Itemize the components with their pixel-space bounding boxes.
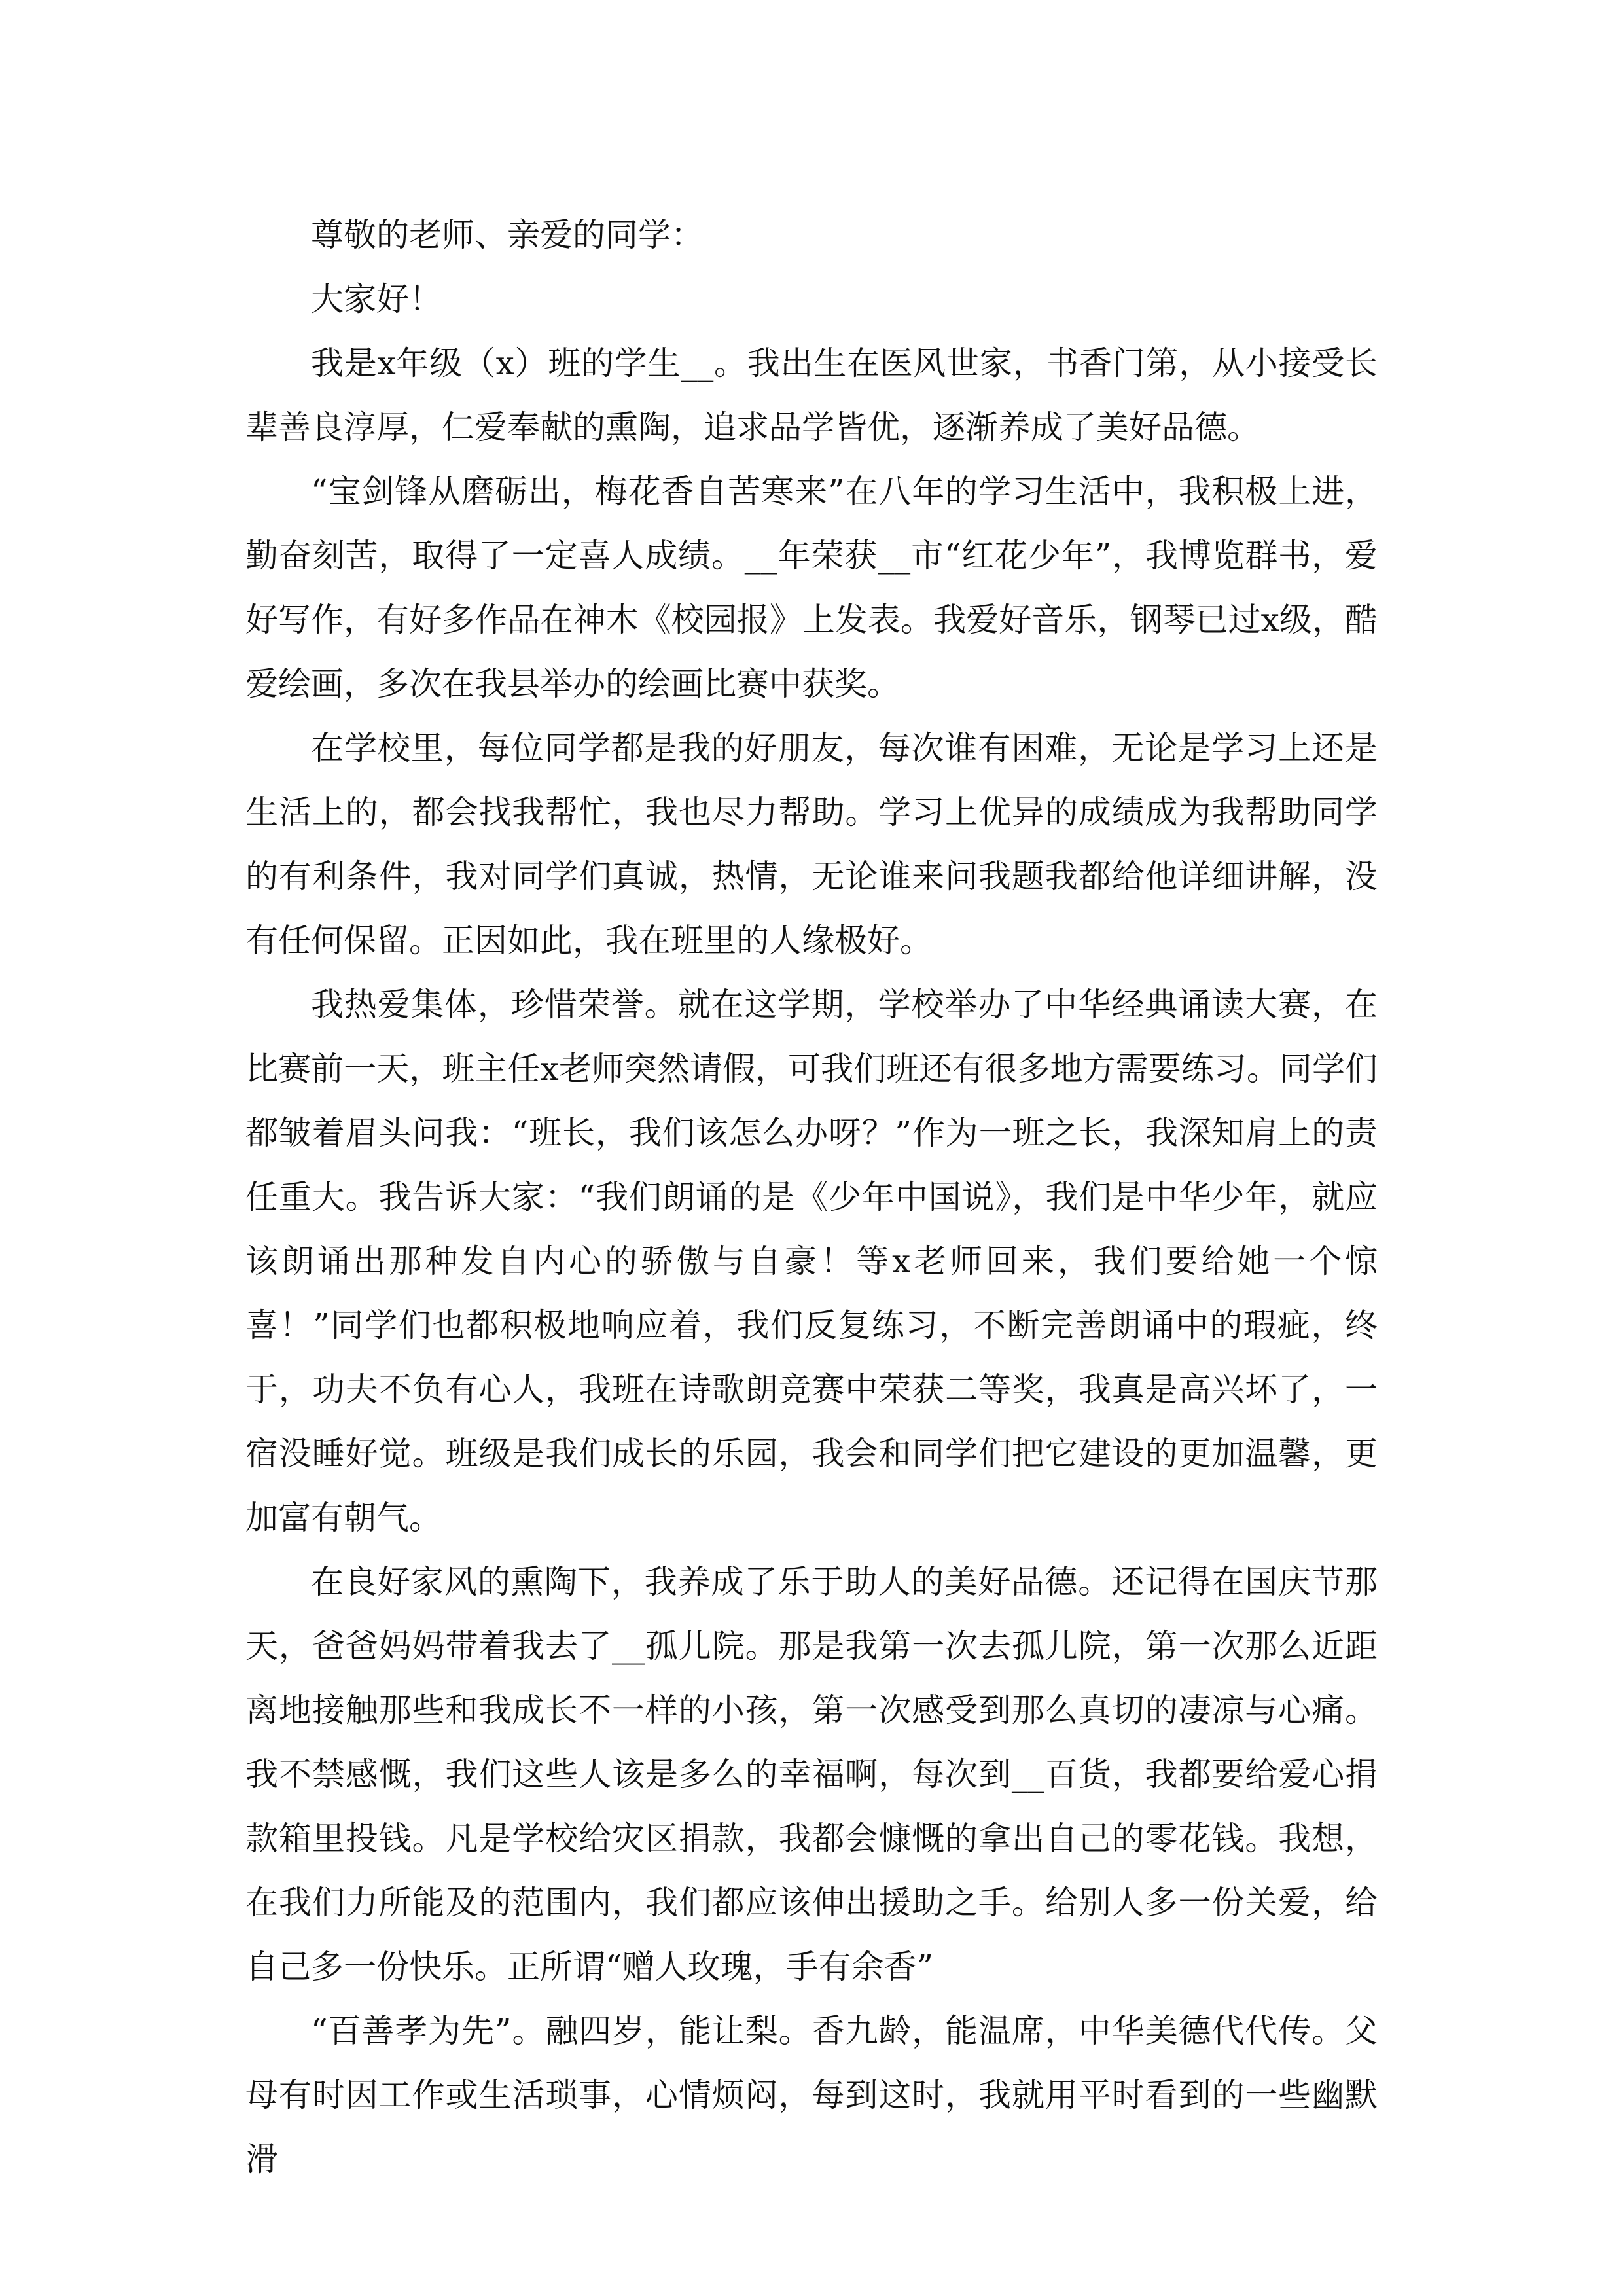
paragraph-class-collective: 我热爱集体，珍惜荣誉。就在这学期，学校举办了中华经典诵读大赛，在比赛前一天，班主任x老师突然请假，可我们班还有很多地方需要练习。同学们都皱着眉头问我：“班长，我们该怎么办呀？”作为一班之长，我深知肩上的责任重大。我告诉大家：“我们朗诵的是《少年中国说》，我们是中华少年，就应该朗诵出那种发自内心的骄傲与自豪！等x老师回来，我们要给她一个惊喜！”同学们也都积极地响应着，我们反复练习，不断完善朗诵中的瑕疵，终于，功夫不负有心人，我班在诗歌朗竞赛中荣获二等奖，我真是高兴坏了，一宿没睡好觉。班级是我们成长的乐园，我会和同学们把它建设的更加温馨，更加富有朝气。 — [245, 986, 1378, 1537]
salutation: 尊敬的老师、亲爱的同学： — [311, 216, 704, 254]
greeting: 大家好！ — [311, 280, 442, 318]
paragraph-achievements: “宝剑锋从磨砺出，梅花香自苦寒来”在八年的学习生活中，我积极上进，勤奋刻苦，取得了一定喜人成绩。__年荣获__市“红花少年”，我博览群书，爱好写作，有好多作品在神木《校园报》上发表。我爱好音乐，钢琴已过x级，酷爱绘画，多次在我县举办的绘画比赛中获奖。 — [245, 473, 1378, 703]
paragraph-helping-classmates: 在学校里，每位同学都是我的好朋友，每次谁有困难，无论是学习上还是生活上的，都会找我帮忙，我也尽力帮助。学习上优异的成绩成为我帮助同学的有利条件，我对同学们真诚，热情，无论谁来问我题我都给他详细讲解，没有任何保留。正因如此，我在班里的人缘极好。 — [245, 729, 1378, 960]
paragraph-introduction: 我是x年级（x）班的学生__。我出生在医风世家，书香门第，从小接受长辈善良淳厚，仁爱奉献的熏陶，追求品学皆优，逐渐养成了美好品德。 — [245, 344, 1378, 446]
paragraph-filial-piety: “百善孝为先”。融四岁，能让梨。香九龄，能温席，中华美德代代传。父母有时因工作或生活琐事，心情烦闷，每到这时，我就用平时看到的一些幽默滑 — [245, 2012, 1378, 2178]
speech-body — [245, 203, 1378, 2191]
paragraph-charity: 在良好家风的熏陶下，我养成了乐于助人的美好品德。还记得在国庆节那天，爸爸妈妈带着我去了__孤儿院。那是我第一次去孤儿院，第一次那么近距离地接触那些和我成长不一样的小孩，第一次感受到那么真切的凄凉与心痛。我不禁感慨，我们这些人该是多么的幸福啊，每次到__百货，我都要给爱心捐款箱里投钱。凡是学校给灾区捐款，我都会慷慨的拿出自己的零花钱。我想，在我们力所能及的范围内，我们都应该伸出援助之手。给别人多一份关爱，给自己多一份快乐。正所谓“赠人玫瑰，手有余香” — [245, 1563, 1378, 1986]
